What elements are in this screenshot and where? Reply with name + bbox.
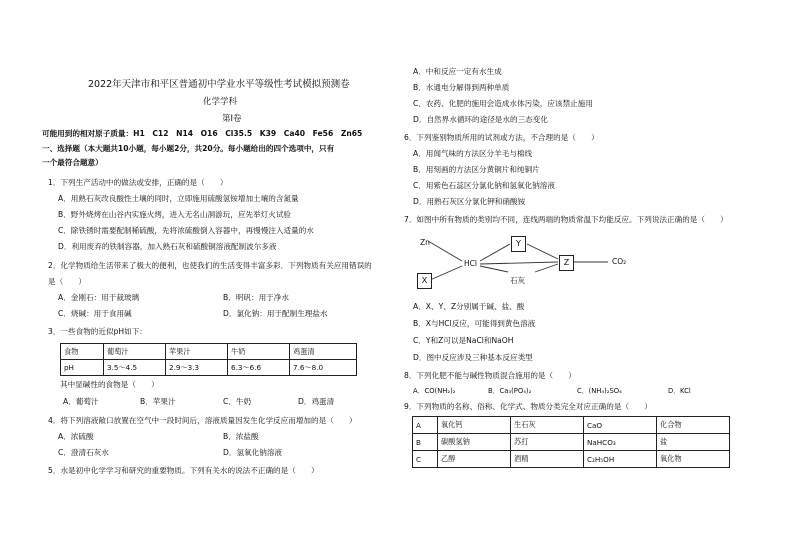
- table-cell: 乙醇: [438, 451, 511, 468]
- q7-option-d: D．图中反应涉及三种基本反应类型: [413, 353, 533, 362]
- table-cell: 氧化物: [657, 451, 730, 468]
- table-cell: C: [413, 451, 438, 468]
- part-title: 第Ⅰ卷: [222, 114, 242, 124]
- x-box: X: [417, 273, 432, 289]
- q7-option-c: C．Y和Z可以是NaCl和NaOH: [413, 336, 514, 345]
- table-cell: 碳酸氢钠: [438, 434, 511, 451]
- q1-option-d: D．利用废弃的铁制容器，加入熟石灰和硫酸铜溶液配制波尔多液: [58, 242, 277, 251]
- q3-option-d: D．鸡蛋清: [298, 397, 335, 406]
- q6-option-a: A．用闻气味的方法区分羊毛与棉线: [413, 149, 533, 158]
- q4-option-c: C．澄清石灰水: [58, 448, 109, 457]
- q9-table: [412, 416, 730, 468]
- table-cell: 氧化钙: [438, 417, 511, 434]
- table-cell: 3.5～4.5: [104, 360, 166, 376]
- q7-stem: 7．如图中所有物质的类别均不同，连线两端的物质常温下均能反应。下列说法正确的是（ ）: [404, 215, 728, 224]
- table-cell: 酒精: [511, 451, 584, 468]
- q7-option-b: B．X与HCl反应，可能得到黄色溶液: [413, 319, 536, 328]
- table-cell: 7.6～8.0: [290, 360, 357, 376]
- q3-option-a: A．葡萄汁: [63, 397, 99, 406]
- q2-option-a: A．金刚石：用于裁玻璃: [58, 293, 140, 302]
- table-cell: 苏打: [511, 434, 584, 451]
- table-row: [61, 344, 357, 360]
- q1-option-c: C．除铁锈时需要配制稀硫酸，先将浓硫酸倒入容器中，再慢慢注入适量的水: [58, 226, 314, 235]
- q6-stem: 6．下列鉴别物质所用的试剂或方法，不合理的是（ ）: [404, 133, 599, 142]
- q7-option-a: A．X、Y、Z分别属于碱、盐、酸: [413, 302, 525, 311]
- ph-table: [60, 343, 357, 376]
- reaction-diagram: [400, 228, 650, 298]
- q5-stem: 5．水是初中化学学习和研究的重要物质。下列有关水的说法不正确的是（ ）: [48, 466, 319, 475]
- q5-option-b: B．水通电分解得到两种单质: [413, 83, 510, 92]
- q3-option-c: C．牛奶: [223, 397, 252, 406]
- q6-option-b: B．用刻画的方法区分黄铜片和纯铜片: [413, 165, 540, 174]
- table-cell: CaO: [584, 417, 657, 434]
- line-zn-hcl: [428, 241, 462, 261]
- stone-label: 石灰: [510, 276, 525, 285]
- q1-option-a: A．用熟石灰改良酸性土壤的同时，立即施用硫酸氢铵增加土壤的含氮量: [58, 194, 299, 203]
- q1-option-b: B．野外烧烤在山谷内实施火烤，进入无名山洞游玩，应先举灯火试验: [58, 210, 292, 219]
- table-cell: 食物: [61, 344, 104, 360]
- line-x-hcl: [430, 266, 462, 280]
- section-heading: 一、选择题（本大题共10小题，每小题2分，共20分。每小题给出的四个选项中，只有: [42, 144, 335, 153]
- table-cell: 苹果汁: [166, 344, 228, 360]
- q3-stem: 3．一些食物的近似pH如下：: [48, 327, 147, 336]
- table-cell: 化合物: [657, 417, 730, 434]
- hcl-label: HCl: [464, 259, 477, 268]
- q8-option-b: B．Ca₃(PO₄)₂: [488, 387, 532, 395]
- q4-option-a: A．浓硫酸: [58, 432, 94, 441]
- q2-stem-cont: 是（ ）: [48, 277, 86, 286]
- line-stone-z: [535, 264, 558, 272]
- q2-option-d: D．氯化钠：用于配制生理盐水: [223, 309, 328, 318]
- exam-title: 2022年天津市和平区普通初中学业水平等级性考试模拟预测卷: [88, 79, 350, 90]
- z-box: Z: [559, 255, 574, 271]
- line-y-z: [527, 244, 558, 259]
- table-cell: NaHCO₃: [584, 434, 657, 451]
- table-cell: 葡萄汁: [104, 344, 166, 360]
- table-row: [61, 360, 357, 376]
- q3-question: 其中显碱性的食物是（ ）: [60, 380, 159, 389]
- q8-option-a: A．CO(NH₂)₂: [413, 387, 456, 395]
- table-row: [413, 451, 730, 468]
- q5-option-a: A．中和反应一定有水生成: [413, 67, 502, 76]
- zn-label: Zn: [420, 238, 430, 247]
- q4-stem: 4．将下列溶液敞口放置在空气中一段时间后，溶液质量因发生化学反应而增加的是（ ）: [48, 416, 357, 425]
- table-cell: 2.9～3.3: [166, 360, 228, 376]
- q2-option-b: B．明矾：用于净水: [223, 293, 289, 302]
- table-cell: B: [413, 434, 438, 451]
- q3-option-b: B．苹果汁: [140, 397, 176, 406]
- subject-title: 化学学科: [203, 97, 238, 107]
- table-cell: 生石灰: [511, 417, 584, 434]
- q9-stem: 9．下列物质的名称、俗称、化学式、物质分类完全对应正确的是（ ）: [404, 402, 652, 411]
- q1-stem: 1．下列生产活动中的做法或安排，正确的是（ ）: [48, 178, 228, 187]
- table-cell: pH: [61, 360, 104, 376]
- q8-stem: 8．下列化肥不能与碱性物质混合施用的是（ ）: [404, 371, 576, 380]
- q6-option-c: C．用紫色石蕊区分氯化钠和氢氧化钠溶液: [413, 181, 555, 190]
- table-cell: 牛奶: [228, 344, 290, 360]
- table-row: [413, 434, 730, 451]
- co2-label: CO₂: [612, 257, 627, 266]
- q5-option-c: C．农药、化肥的施用会造成水体污染，应该禁止施用: [413, 99, 593, 108]
- table-cell: 盐: [657, 434, 730, 451]
- q5-option-d: D．自然界水循环的途径是水的三态变化: [413, 115, 548, 124]
- line-hcl-y: [480, 244, 510, 261]
- q8-option-c: C．(NH₄)₂SO₄: [577, 387, 622, 395]
- q4-option-b: B．浓盐酸: [223, 432, 259, 441]
- table-row: [413, 417, 730, 434]
- atomic-masses: 可能用到的相对原子质量：H1 C12 N14 O16 Cl35.5 K39 Ca40 Fe56 Zn65: [42, 129, 363, 138]
- y-box: Y: [511, 236, 526, 252]
- line-hcl-stone: [480, 266, 508, 272]
- table-cell: A: [413, 417, 438, 434]
- q2-option-c: C．烧碱：用于食用碱: [58, 309, 132, 318]
- line-hcl-z: [480, 262, 558, 264]
- table-cell: 6.3～6.6: [228, 360, 290, 376]
- q6-option-d: D．用熟石灰区分氯化钾和硝酸铵: [413, 197, 526, 206]
- q2-stem: 2．化学物质给生活带来了极大的便利，也使我们的生活变得丰富多彩．下列物质有关应用错误的: [48, 261, 372, 270]
- section-heading-cont: 一个最符合题意）: [42, 158, 103, 167]
- table-cell: C₂H₅OH: [584, 451, 657, 468]
- q8-option-d: D．KCl: [668, 387, 691, 395]
- q4-option-d: D．氢氧化钠溶液: [223, 448, 283, 457]
- table-cell: 鸡蛋清: [290, 344, 357, 360]
